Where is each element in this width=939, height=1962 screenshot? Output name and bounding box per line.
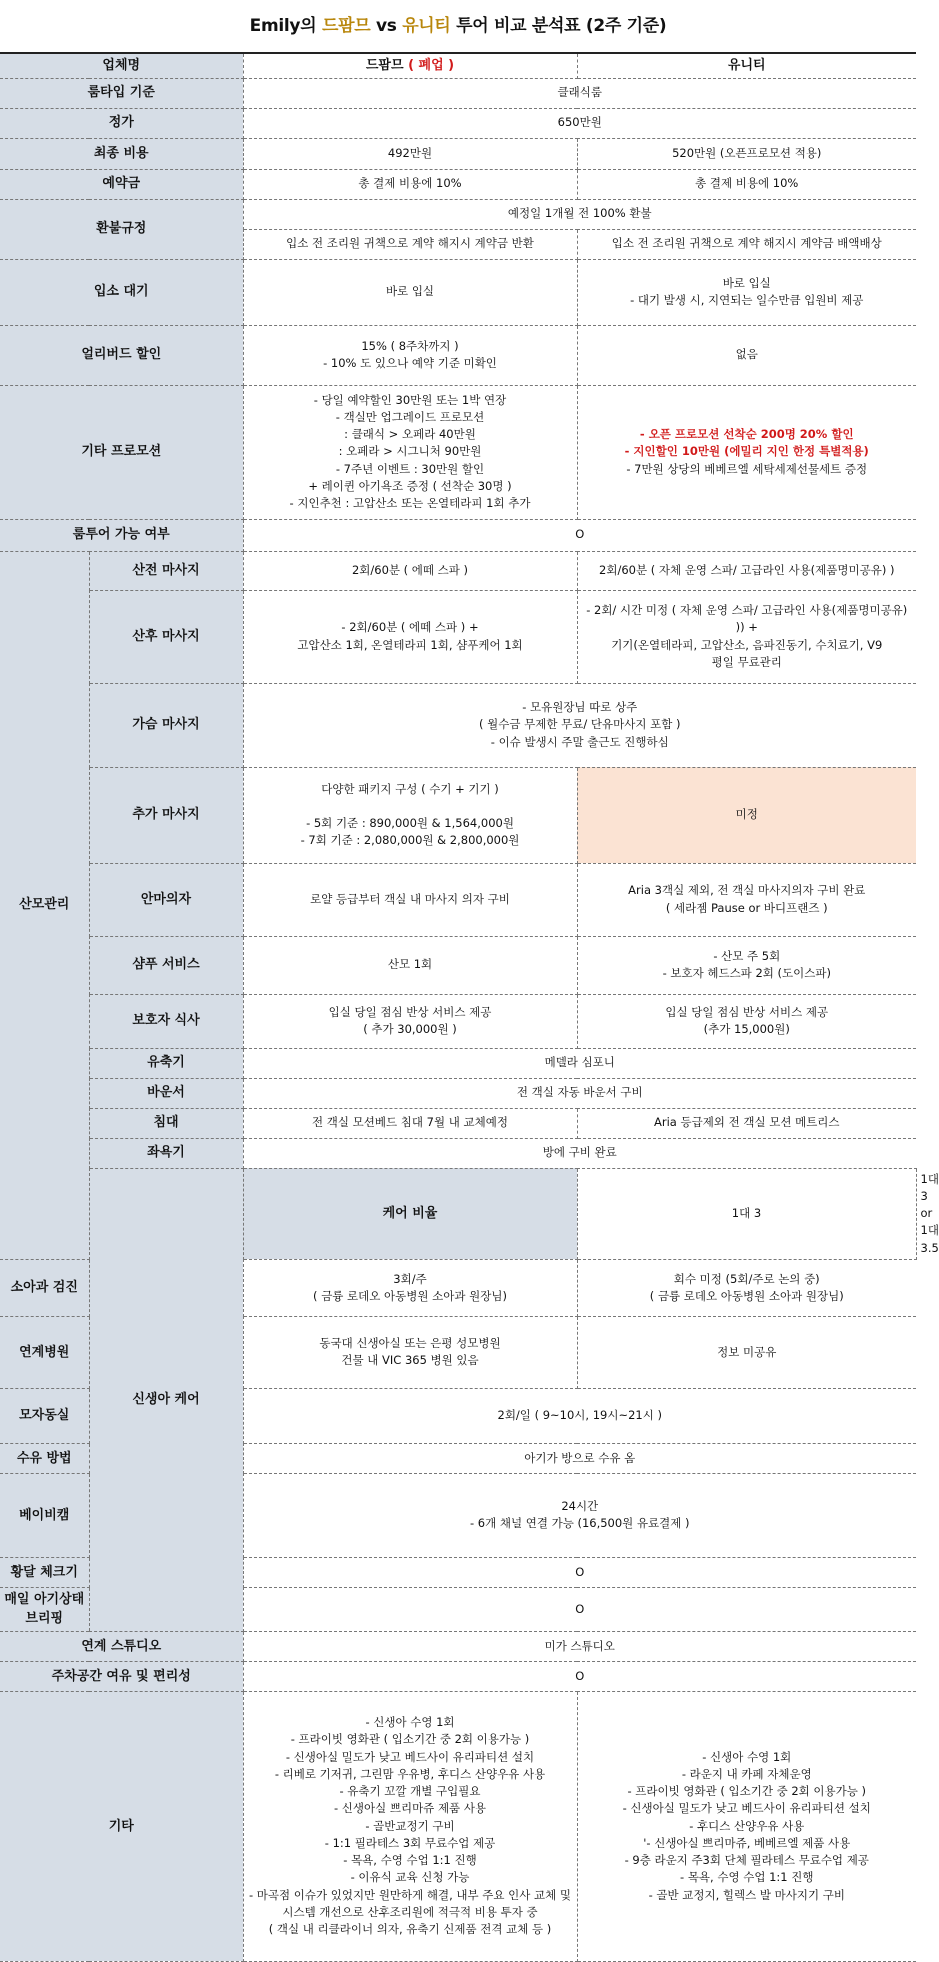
row-bed (0, 1108, 916, 1138)
text-line: ( 세라젬 Pause or 바디프랜즈 ) (665, 900, 828, 915)
text-line: - 신생아실 밀도가 낮고 베드사이 유리파티션 설치 (622, 1801, 871, 1816)
text-line: ( 객실 내 리클라이너 의자, 유축기 신제품 전격 교체 등 ) (268, 1922, 552, 1937)
row-label: 가슴 마사지 (89, 683, 243, 767)
text-line: 건물 내 VIC 365 병원 있음 (341, 1353, 479, 1368)
row-value-b (577, 863, 916, 936)
row-label: 얼리버드 할인 (0, 325, 243, 385)
text-line: - 2회/ 시간 미정 ( 자체 운영 스파/ 고급라인 사용(제품명미공유) )) + (586, 603, 908, 635)
row-extra-massage (0, 767, 916, 863)
row-care-ratio: 신생아 케어 케어 비율 1대 3 1대 3 or 1대 3.5 (0, 1168, 916, 1259)
title-name-b: 유니티 (402, 16, 451, 36)
text-line: - 마곡점 이슈가 있었지만 원만하게 해결, 내부 주요 인사 교체 및 시스템 개선으로 산후조리원에 적극적 비용 투자 중 (248, 1887, 572, 1919)
row-value-both: O (243, 519, 916, 551)
row-label: 유축기 (89, 1048, 243, 1078)
row-parking (0, 1661, 916, 1691)
row-label: 정가 (0, 108, 243, 138)
text-line: - 1:1 필라테스 3회 무료수업 제공 (324, 1835, 496, 1850)
text-line: - 골반 교정지, 힐렉스 발 마사지기 구비 (648, 1887, 845, 1902)
row-value-both: 미가 스튜디오 (243, 1631, 916, 1661)
row-label: 베이비캠 (0, 1473, 89, 1557)
header-col-a-closed: ( 폐업 ) (403, 58, 455, 73)
row-value-both: 예정일 1개월 전 100% 환불 (243, 199, 916, 229)
row-label: 추가 마사지 (89, 767, 243, 863)
text-line: 15% ( 8주차까지 ) (361, 338, 459, 353)
row-label: 산전 마사지 (89, 551, 243, 590)
row-value-a: 전 객실 모션베드 침대 7월 내 교체예정 (243, 1108, 577, 1138)
text-line: - 유축기 꼬깔 개별 구입필요 (339, 1784, 481, 1799)
text-line: : 오페라 > 시그니처 90만원 (338, 444, 482, 459)
row-studio (0, 1631, 916, 1661)
title-prefix: Emily의 (249, 16, 322, 36)
text-line: 바로 입실 (722, 275, 771, 290)
comparison-table (0, 52, 939, 1962)
row-label: 최종 비용 (0, 138, 243, 169)
text-line: 3회/주 (393, 1271, 427, 1286)
row-room-type (0, 78, 916, 108)
row-shampoo (0, 936, 916, 994)
title-vs: vs (370, 16, 403, 36)
row-value-a (243, 1259, 577, 1316)
text-line: - 모유원장님 따로 상주 (522, 700, 638, 715)
row-deposit (0, 169, 916, 199)
spacer (248, 798, 573, 815)
row-value-b (577, 590, 916, 683)
text-line: 회수 미정 (5회/주로 논의 중) (673, 1271, 820, 1286)
text-line: - 이슈 발생시 주말 출근도 진행하심 (490, 734, 669, 749)
text-line: - 목욕, 수영 수업 1:1 진행 (680, 1870, 814, 1885)
title-suffix: 투어 비교 분석표 (2주 기준) (450, 16, 667, 36)
row-value-a: 2회/60분 ( 에떼 스파 ) (243, 551, 577, 590)
row-label: 황달 체크기 (0, 1557, 89, 1587)
row-postnatal-massage (0, 590, 916, 683)
row-label: 연계 스튜디오 (0, 1631, 243, 1661)
page-title (0, 0, 916, 52)
text-line: - 신생아 수영 1회 (365, 1715, 455, 1730)
text-line: - 산모 주 5회 (713, 948, 781, 963)
row-value-b: 없음 (577, 325, 916, 385)
row-value-both: 클래식룸 (243, 78, 916, 108)
row-label: 주차공간 여유 및 편리성 (0, 1661, 243, 1691)
promo-highlight: - 지인할인 10만원 (에밀리 지인 한정 특별적용) (624, 444, 869, 459)
row-label: 안마의자 (89, 863, 243, 936)
text-line: - 7만원 상당의 베베르엘 세탁세제선물세트 증정 (626, 461, 868, 476)
header-col-a-name: 드팜므 (365, 58, 404, 73)
row-room-tour (0, 519, 916, 551)
row-value-b (577, 936, 916, 994)
row-label: 소아과 검진 (0, 1259, 89, 1316)
text-line: 입실 당일 점심 반상 서비스 제공 (328, 1004, 492, 1019)
row-value-a: 492만원 (243, 138, 577, 169)
row-value-both: O (243, 1587, 916, 1631)
header-label: 업체명 (0, 53, 243, 78)
text-line: - 9층 라운지 주3회 단체 필라테스 무료수업 제공 (624, 1853, 869, 1868)
text-line: - 7주년 이벤트 : 30만원 할인 (335, 461, 485, 476)
text-line: 고압산소 1회, 온열테라피 1회, 샴푸케어 1회 (297, 637, 523, 652)
text-line: - 신생아실 쁘리마쥬 제품 사용 (333, 1801, 487, 1816)
row-value-a (243, 325, 577, 385)
promo-highlight: - 오픈 프로모션 선착순 200명 20% 할인 (639, 427, 854, 442)
row-prenatal-massage (0, 551, 916, 590)
row-promo (0, 385, 916, 519)
row-label: 케어 비율 (243, 1168, 577, 1259)
row-label: 산후 마사지 (89, 590, 243, 683)
row-guardian-meal (0, 994, 916, 1048)
row-value-both: 650만원 (243, 108, 916, 138)
row-value-both: O (243, 1557, 916, 1587)
text-line: - 목욕, 수영 수업 1:1 진행 (343, 1853, 477, 1868)
row-label: 예약금 (0, 169, 243, 199)
row-label: 매일 아기상태 브리핑 (0, 1587, 89, 1631)
row-label: 바운서 (89, 1078, 243, 1108)
row-value-b: Aria 등급제외 전 객실 모션 메트리스 (577, 1108, 916, 1138)
text-line: - 신생아 수영 1회 (702, 1749, 792, 1764)
text-line: 다양한 패키지 구성 ( 수기 + 기기 ) (321, 781, 499, 796)
row-label: 보호자 식사 (89, 994, 243, 1048)
row-label: 침대 (89, 1108, 243, 1138)
row-value-b: 입소 전 조리원 귀책으로 계약 해지시 계약금 배액배상 (577, 229, 916, 259)
row-value-a (243, 1316, 577, 1388)
row-value-b: 미정 (577, 767, 916, 863)
row-value-both: 메델라 심포니 (243, 1048, 916, 1078)
row-value-b (577, 1259, 916, 1316)
row-value-b: 총 결제 비용에 10% (577, 169, 916, 199)
row-value-a (243, 767, 577, 863)
row-label: 룸투어 가능 여부 (0, 519, 243, 551)
row-value-b: 정보 미공유 (577, 1316, 916, 1388)
text-line: 입실 당일 점심 반상 서비스 제공 (665, 1004, 829, 1019)
text-line: 24시간 (561, 1499, 599, 1513)
text-line: - 프라이빗 영화관 ( 입소기간 중 2회 이용가능 ) (627, 1784, 867, 1799)
row-label: 환불규정 (0, 199, 243, 259)
title-name-a: 드팜므 (321, 16, 371, 36)
row-bouncer (0, 1078, 916, 1108)
row-price (0, 108, 916, 138)
text-line: 기기(온열테라피, 고압산소, 음파진동기, 수치료기, V9 (611, 637, 883, 652)
text-line: ( 월수금 무제한 무료/ 단유마사지 포함 ) (479, 717, 681, 732)
row-label: 기타 프로모션 (0, 385, 243, 519)
row-value-b: 2회/60분 ( 자체 운영 스파/ 고급라인 사용(제품명미공유) ) (577, 551, 916, 590)
row-final-cost (0, 138, 916, 169)
text-line: Aria 3객실 제외, 전 객실 마사지의자 구비 완료 (628, 883, 866, 898)
row-value-b (577, 994, 916, 1048)
row-value-a (243, 590, 577, 683)
row-refund (0, 199, 916, 229)
row-value-b: 520만원 (오픈프로모션 적용) (577, 138, 916, 169)
row-value-both: 전 객실 자동 바운서 구비 (243, 1078, 916, 1108)
row-value-b (577, 259, 916, 325)
text-line: ( 금륭 로데오 아동병원 소아과 원장님) (313, 1288, 507, 1303)
text-line: - 2회/60분 ( 에떼 스파 ) + (341, 620, 479, 635)
text-line: - 라운지 내 카페 자체운영 (681, 1766, 812, 1781)
group-label-sanmo: 산모관리 (0, 551, 89, 1259)
text-line: - 신생아실 밀도가 낮고 베드사이 유리파티션 설치 (285, 1749, 535, 1764)
row-value-a: 바로 입실 (243, 259, 577, 325)
row-value-a: 총 결제 비용에 10% (243, 169, 577, 199)
row-value-both (243, 1473, 916, 1557)
row-label: 입소 대기 (0, 259, 243, 325)
row-etc (0, 1691, 916, 1961)
row-value-both: 2회/일 ( 9~10시, 19시~21시 ) (243, 1388, 916, 1443)
header-col-b: 유니티 (577, 53, 916, 78)
row-label: 수유 방법 (0, 1443, 89, 1473)
text-line: - 골반교정기 구비 (365, 1818, 455, 1833)
header-row (0, 53, 916, 78)
row-value-a: 1대 3 (577, 1168, 916, 1259)
text-line: + 레이퀸 아기욕조 증정 ( 선착순 30명 ) (308, 478, 512, 493)
text-line: - 이유식 교육 신청 가능 (350, 1870, 470, 1885)
row-breast-massage (0, 683, 916, 767)
text-line: ( 금륭 로데오 아동병원 소아과 원장님) (649, 1288, 844, 1303)
text-line: - 객실만 업그레이드 프로모션 (335, 409, 485, 424)
text-line: - 지인추천 : 고압산소 또는 온열테라피 1회 추가 (289, 496, 531, 511)
text-line: 동국대 신생아실 또는 은평 성모병원 (319, 1336, 501, 1350)
text-line: - 대기 발생 시, 지연되는 일수만큼 입원비 제공 (630, 293, 864, 307)
text-line: 평일 무료관리 (711, 654, 782, 669)
group-label-newborn: 신생아 케어 (89, 1168, 243, 1631)
text-line: (추가 15,000원) (703, 1022, 790, 1036)
row-label: 룸타입 기준 (0, 78, 243, 108)
row-label: 연계병원 (0, 1316, 89, 1388)
row-value-both: O (243, 1661, 916, 1691)
text-line: - 프라이빗 영화관 ( 입소기간 중 2회 이용가능 ) (290, 1732, 530, 1747)
text-line: ( 추가 30,000원 ) (363, 1022, 457, 1036)
text-line: - 보호자 헤드스파 2회 (도이스파) (662, 966, 831, 980)
row-label: 좌욕기 (89, 1138, 243, 1168)
row-earlybird (0, 325, 916, 385)
row-label: 기타 (0, 1691, 243, 1961)
row-value-both: 방에 구비 완료 (243, 1138, 916, 1168)
row-waiting (0, 259, 916, 325)
text-line: - 리베로 기저귀, 그린맘 우유병, 후디스 산양우유 사용 (274, 1766, 546, 1781)
row-value-b (577, 1691, 916, 1961)
row-value-a (243, 1691, 577, 1961)
text-line: - 6개 채널 연결 가능 (16,500원 유료결제 ) (469, 1516, 690, 1531)
row-value-both: 아기가 방으로 수유 옴 (243, 1443, 916, 1473)
row-label: 모자동실 (0, 1388, 89, 1443)
row-value-a (243, 385, 577, 519)
text-line: - 후디스 산양우유 사용 (689, 1818, 805, 1833)
row-sitz-bath (0, 1138, 916, 1168)
text-line: - 7회 기준 : 2,080,000원 & 2,800,000원 (300, 833, 520, 848)
text-line: - 당일 예약할인 30만원 또는 1박 연장 (313, 392, 507, 407)
row-label: 샴푸 서비스 (89, 936, 243, 994)
row-massage-chair (0, 863, 916, 936)
row-value-a: 입소 전 조리원 귀책으로 계약 해지시 계약금 반환 (243, 229, 577, 259)
text-line: - 5회 기준 : 890,000원 & 1,564,000원 (306, 816, 514, 830)
row-value-a: 로얄 등급부터 객실 내 마사지 의자 구비 (243, 863, 577, 936)
row-value-a (243, 994, 577, 1048)
row-value-b (577, 385, 916, 519)
text-line: '- 신생아실 쁘리마쥬, 베베르엘 제품 사용 (643, 1835, 851, 1850)
text-line: : 클래식 > 오페라 40만원 (344, 427, 476, 442)
row-value-both (243, 683, 916, 767)
header-col-a (243, 53, 577, 78)
row-value-a: 산모 1회 (243, 936, 577, 994)
row-breast-pump (0, 1048, 916, 1078)
text-line: - 10% 도 있으나 예약 기준 미확인 (323, 356, 497, 370)
